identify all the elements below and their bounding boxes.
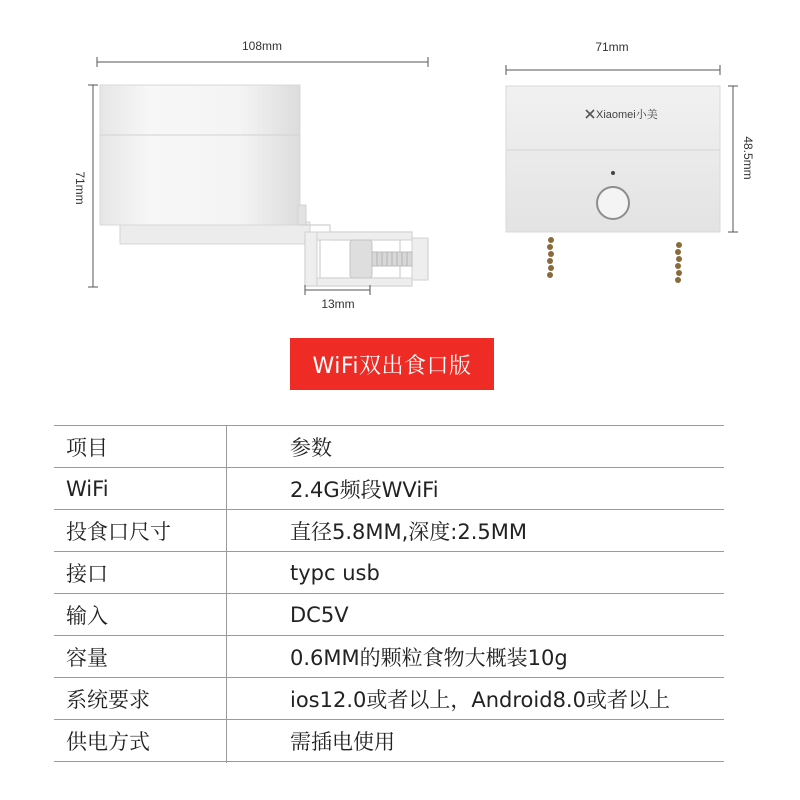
row-name: 输入	[66, 603, 108, 628]
side-height-dimension	[88, 85, 98, 287]
row-value: 0.6MM的颗粒食物大概装10g	[290, 645, 568, 670]
power-button-icon	[597, 187, 629, 219]
product-drawings	[0, 0, 800, 330]
clamp-width-label: 13mm	[321, 297, 355, 311]
side-width-dimension	[97, 57, 428, 67]
front-view-device	[506, 86, 720, 232]
screw-thread-lines	[377, 252, 407, 266]
row-value: typc usb	[290, 560, 380, 585]
version-badge	[290, 338, 494, 390]
table-row	[54, 719, 724, 762]
row-name: 容量	[66, 645, 108, 670]
front-height-label: 48.5mm	[741, 136, 755, 180]
row-name: 系统要求	[66, 687, 150, 712]
indicator-light-icon	[611, 171, 615, 175]
front-width-dimension	[506, 65, 720, 75]
spec-table	[54, 425, 724, 762]
version-badge-label: WiFi双出食口版	[312, 353, 472, 379]
table-row	[54, 509, 724, 551]
table-row	[54, 467, 724, 509]
right-food-dots	[675, 242, 682, 283]
table-row	[54, 635, 724, 677]
table-row	[54, 551, 724, 593]
header-value: 参数	[290, 435, 332, 460]
header-name: 项目	[66, 435, 108, 460]
row-name: 投食口尺寸	[66, 519, 171, 544]
front-width-label: 71mm	[595, 40, 629, 54]
row-name: 接口	[66, 561, 108, 586]
side-view-device	[100, 85, 428, 286]
brand-logo: Xiaomei小美	[596, 109, 658, 121]
table-row	[54, 677, 724, 719]
row-value: DC5V	[290, 602, 349, 627]
table-row	[54, 593, 724, 635]
row-value: 需插电使用	[290, 729, 395, 754]
row-value: 直径5.8MM,深度:2.5MM	[290, 519, 528, 544]
left-food-dots	[547, 237, 554, 278]
table-header-row	[54, 425, 724, 467]
row-name: WiFi	[66, 476, 109, 501]
row-value: 2.4G频段WViFi	[290, 477, 439, 502]
front-height-dimension	[728, 86, 738, 232]
side-width-label: 108mm	[241, 39, 283, 53]
row-value: ios12.0或者以上，Android8.0或者以上	[290, 687, 670, 712]
side-height-label: 71mm	[73, 171, 87, 205]
row-name: 供电方式	[66, 729, 150, 754]
